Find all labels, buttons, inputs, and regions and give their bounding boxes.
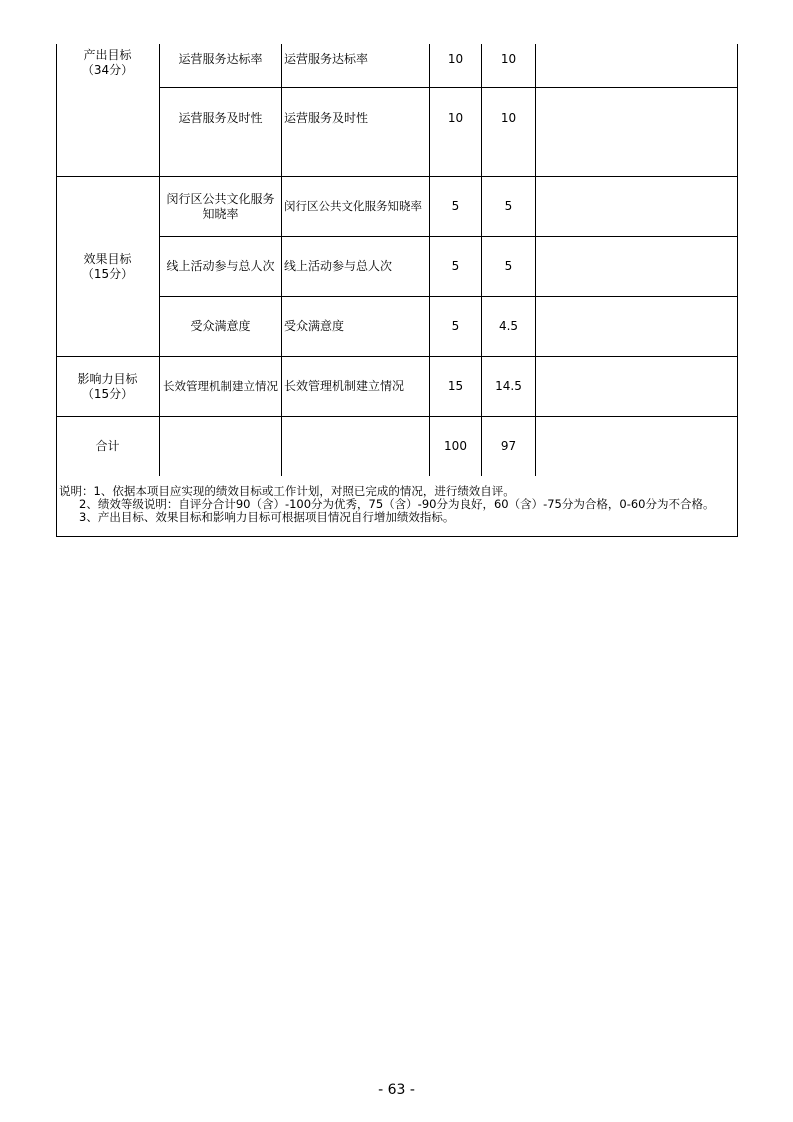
weight-cell: 5: [451, 259, 460, 273]
score-cell: 4.5: [498, 319, 519, 333]
weight-cell: 10: [447, 110, 464, 125]
content-cell: 长效管理机制建立情况: [284, 379, 405, 393]
content-cell: 运营服务及时性: [284, 110, 369, 125]
group-effect-points: （15分）: [81, 266, 134, 281]
indicator-cell: 线上活动参与总人次: [166, 259, 275, 273]
group-effect-name: 效果目标: [83, 251, 132, 266]
weight-cell: 10: [447, 51, 464, 66]
table-border: [535, 44, 536, 476]
notes-section: [56, 476, 738, 537]
total-weight: 100: [444, 439, 467, 453]
content-cell: 运营服务达标率: [284, 51, 369, 66]
weight-cell: 15: [447, 379, 464, 393]
note-line: 2、绩效等级说明：自评分合计90（含）-100分为优秀，75（含）-90分为良好，60（含）-75分为合格，0-60分为不合格。: [79, 497, 715, 511]
group-output-points: （34分）: [81, 63, 134, 77]
indicator-cell: 运营服务及时性: [178, 110, 263, 125]
content-cell: 闵行区公共文化服务知晓率: [284, 199, 422, 213]
content-cell: 受众满意度: [284, 319, 345, 333]
indicator-cell: 受众满意度: [190, 319, 251, 333]
indicator-cell: 闵行区公共文化服务知晓率: [166, 191, 275, 221]
score-cell: 5: [504, 259, 513, 273]
score-cell: 10: [500, 110, 517, 125]
group-effect: [56, 177, 159, 356]
note-line: 3、产出目标、效果目标和影响力目标可根据项目情况自行增加绩效指标。: [79, 510, 455, 524]
group-output-name: 产出目标: [83, 48, 132, 62]
indicator-cell: 长效管理机制建立情况: [163, 379, 278, 393]
table-grid: [56, 44, 738, 476]
group-impact-name: 影响力目标: [77, 371, 138, 386]
group-output: [56, 48, 159, 78]
total-score: 97: [500, 439, 517, 453]
group-impact: [56, 357, 159, 416]
note-line: 说明：1、依据本项目应实现的绩效目标或工作计划，对照已完成的情况，进行绩效自评。: [59, 484, 515, 498]
weight-cell: 5: [451, 199, 460, 213]
indicator-cell: 运营服务达标率: [178, 51, 263, 66]
row-divider: [159, 87, 737, 88]
score-cell: 10: [500, 51, 517, 66]
total-label: 合计: [95, 439, 120, 453]
evaluation-table: [56, 44, 738, 537]
content-cell: 线上活动参与总人次: [284, 259, 393, 273]
group-impact-points: （15分）: [81, 386, 134, 401]
score-cell: 5: [504, 199, 513, 213]
page-number: - 63 -: [378, 1082, 415, 1098]
score-cell: 14.5: [495, 379, 522, 393]
weight-cell: 5: [451, 319, 460, 333]
table-border: [737, 44, 738, 476]
